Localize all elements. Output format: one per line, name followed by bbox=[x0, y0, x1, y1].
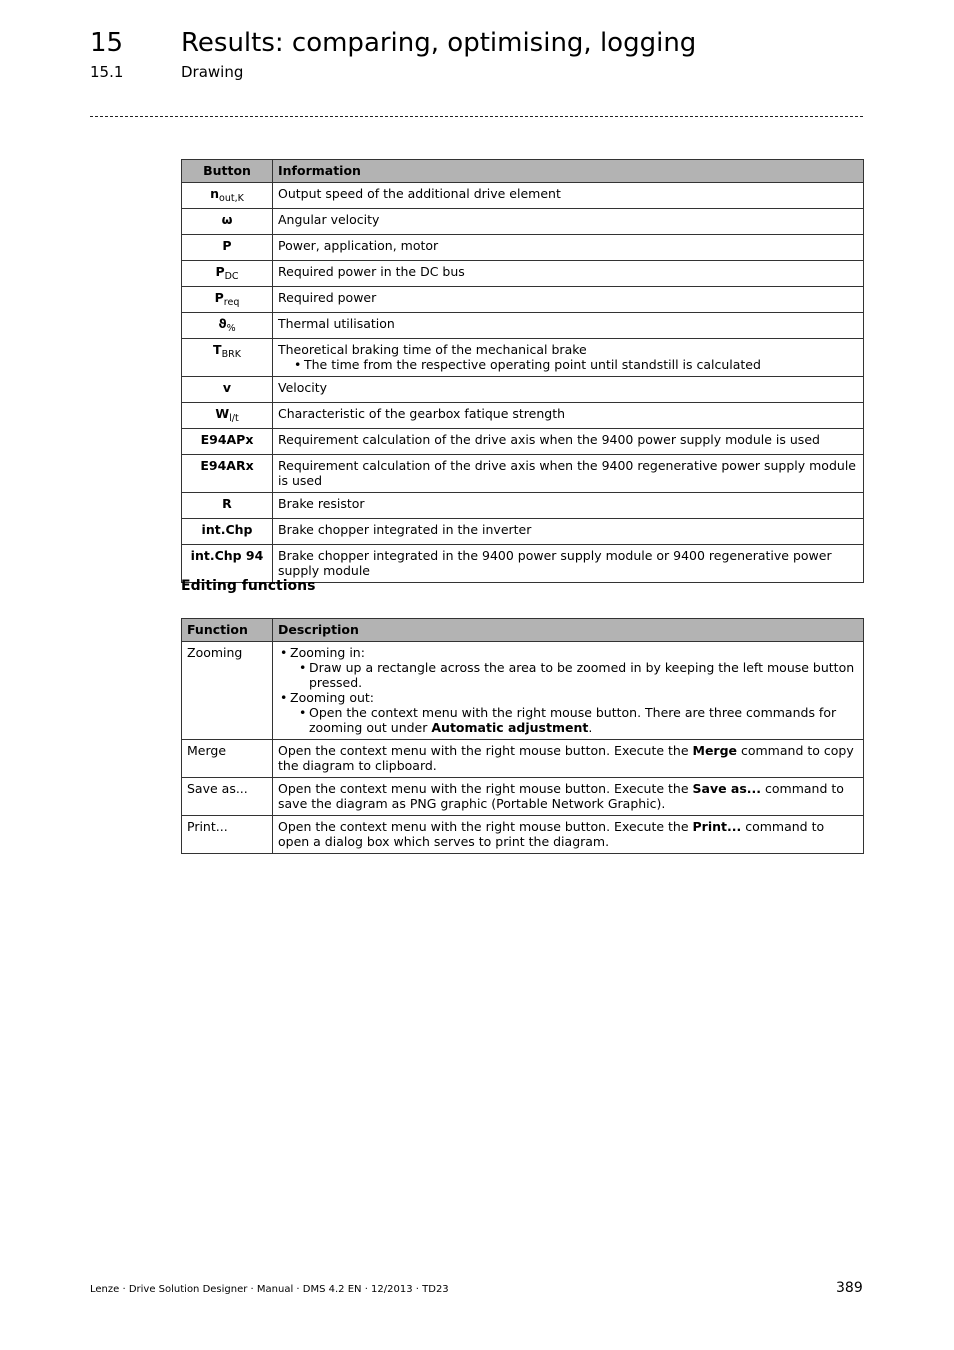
button-symbol-main: P bbox=[222, 238, 232, 253]
table-row bbox=[182, 235, 864, 261]
information-text: Velocity bbox=[278, 380, 328, 395]
button-symbol-main: W bbox=[215, 406, 230, 421]
information-text: Brake chopper integrated in the 9400 power supply module or 9400 regenerative power supply module bbox=[278, 548, 832, 578]
button-symbol-subscript: req bbox=[223, 297, 240, 308]
button-symbol bbox=[182, 209, 273, 235]
button-symbol bbox=[182, 493, 273, 519]
section-title: Drawing bbox=[181, 63, 244, 81]
table-row bbox=[182, 778, 864, 816]
button-symbol-main: int.Chp 94 bbox=[190, 548, 264, 563]
column-header-description: Description bbox=[273, 619, 864, 642]
information-text: Power, application, motor bbox=[278, 238, 439, 253]
button-symbol-main: P bbox=[214, 290, 224, 305]
button-symbol-main: int.Chp bbox=[201, 522, 253, 537]
button-symbol bbox=[182, 235, 273, 261]
button-information bbox=[273, 493, 864, 519]
function-description: Open the context menu with the right mouse button. Execute the Save as... command to save the diagram as PNG graphic (Portable Network Graphic). bbox=[273, 778, 864, 816]
table-row bbox=[182, 377, 864, 403]
button-information bbox=[273, 545, 864, 583]
buttons-table bbox=[181, 159, 864, 583]
information-text: Output speed of the additional drive element bbox=[278, 186, 561, 201]
table-row bbox=[182, 545, 864, 583]
information-text: Brake resistor bbox=[278, 496, 365, 511]
button-information bbox=[273, 209, 864, 235]
button-information bbox=[273, 429, 864, 455]
function-description bbox=[273, 642, 864, 740]
button-symbol-main: T bbox=[213, 342, 222, 357]
button-symbol-subscript: BRK bbox=[221, 349, 241, 360]
column-header-function: Function bbox=[182, 619, 273, 642]
table-row bbox=[182, 740, 864, 778]
function-description: Open the context menu with the right mouse button. Execute the Merge command to copy the diagram to clipboard. bbox=[273, 740, 864, 778]
information-text: Requirement calculation of the drive axis when the 9400 regenerative power supply module is used bbox=[278, 458, 856, 488]
zoom-in-item: • Zooming in: bbox=[278, 645, 858, 660]
table-row bbox=[182, 313, 864, 339]
table-row bbox=[182, 287, 864, 313]
information-text: Characteristic of the gearbox fatique strength bbox=[278, 406, 566, 421]
button-symbol bbox=[182, 455, 273, 493]
table-row bbox=[182, 209, 864, 235]
table-header-row bbox=[182, 619, 864, 642]
button-symbol-main: P bbox=[215, 264, 225, 279]
button-symbol-subscript: % bbox=[226, 323, 236, 334]
button-information bbox=[273, 519, 864, 545]
zoom-out-detail: • Open the context menu with the right mouse button. There are three commands for zooming out under Automatic adjustment. bbox=[278, 705, 858, 735]
button-information bbox=[273, 261, 864, 287]
button-symbol bbox=[182, 261, 273, 287]
editing-functions-heading: Editing functions bbox=[181, 578, 316, 594]
button-symbol-subscript: out,K bbox=[219, 193, 244, 204]
table-row bbox=[182, 339, 864, 377]
chapter-title: Results: comparing, optimising, logging bbox=[181, 28, 697, 58]
button-symbol-main: n bbox=[210, 186, 220, 201]
button-symbol-main: ϑ bbox=[218, 316, 227, 331]
table-row bbox=[182, 642, 864, 740]
button-symbol-main: E94ARx bbox=[200, 458, 254, 473]
button-information bbox=[273, 339, 864, 377]
button-symbol-main: E94APx bbox=[200, 432, 254, 447]
button-symbol-subscript: DC bbox=[224, 271, 239, 282]
section-number: 15.1 bbox=[90, 63, 124, 81]
table-row bbox=[182, 816, 864, 854]
table-row bbox=[182, 403, 864, 429]
function-name: Print... bbox=[182, 816, 273, 854]
button-information bbox=[273, 455, 864, 493]
header-divider bbox=[90, 116, 863, 117]
table-row bbox=[182, 493, 864, 519]
button-information bbox=[273, 377, 864, 403]
zoom-in-detail: • Draw up a rectangle across the area to be zoomed in by keeping the left mouse button pressed. bbox=[278, 660, 858, 690]
button-symbol-main: v bbox=[222, 380, 232, 395]
button-symbol bbox=[182, 519, 273, 545]
table-row bbox=[182, 519, 864, 545]
button-symbol-main: R bbox=[222, 496, 232, 511]
information-text: Angular velocity bbox=[278, 212, 380, 227]
column-header-information: Information bbox=[273, 160, 864, 183]
footer-text: Lenze · Drive Solution Designer · Manual · DMS 4.2 EN · 12/2013 · TD23 bbox=[90, 1284, 449, 1295]
button-symbol bbox=[182, 545, 273, 583]
table-row bbox=[182, 429, 864, 455]
function-name: Merge bbox=[182, 740, 273, 778]
chapter-number: 15 bbox=[90, 28, 124, 58]
function-description: Open the context menu with the right mouse button. Execute the Print... command to open a dialog box which serves to print the diagram. bbox=[273, 816, 864, 854]
functions-table bbox=[181, 618, 864, 854]
button-information bbox=[273, 183, 864, 209]
button-symbol bbox=[182, 287, 273, 313]
button-symbol bbox=[182, 377, 273, 403]
information-text: Required power bbox=[278, 290, 377, 305]
button-symbol bbox=[182, 403, 273, 429]
button-symbol bbox=[182, 429, 273, 455]
zoom-out-item: • Zooming out: bbox=[278, 690, 858, 705]
table-header-row bbox=[182, 160, 864, 183]
information-text: Brake chopper integrated in the inverter bbox=[278, 522, 532, 537]
information-bullet: • The time from the respective operating point until standstill is calculated bbox=[278, 357, 858, 372]
table-row bbox=[182, 183, 864, 209]
button-information bbox=[273, 403, 864, 429]
information-text: Theoretical braking time of the mechanical brake bbox=[278, 342, 587, 357]
page-number: 389 bbox=[836, 1280, 863, 1296]
button-information bbox=[273, 235, 864, 261]
function-name: Zooming bbox=[182, 642, 273, 740]
information-text: Thermal utilisation bbox=[278, 316, 395, 331]
button-symbol bbox=[182, 183, 273, 209]
function-name: Save as... bbox=[182, 778, 273, 816]
button-symbol bbox=[182, 339, 273, 377]
button-symbol bbox=[182, 313, 273, 339]
button-information bbox=[273, 313, 864, 339]
column-header-button: Button bbox=[182, 160, 273, 183]
button-symbol-subscript: l/t bbox=[229, 413, 239, 424]
table-row bbox=[182, 261, 864, 287]
information-text: Requirement calculation of the drive axis when the 9400 power supply module is used bbox=[278, 432, 820, 447]
information-text: Required power in the DC bus bbox=[278, 264, 465, 279]
button-symbol-main: ω bbox=[221, 212, 233, 227]
table-row bbox=[182, 455, 864, 493]
button-information bbox=[273, 287, 864, 313]
